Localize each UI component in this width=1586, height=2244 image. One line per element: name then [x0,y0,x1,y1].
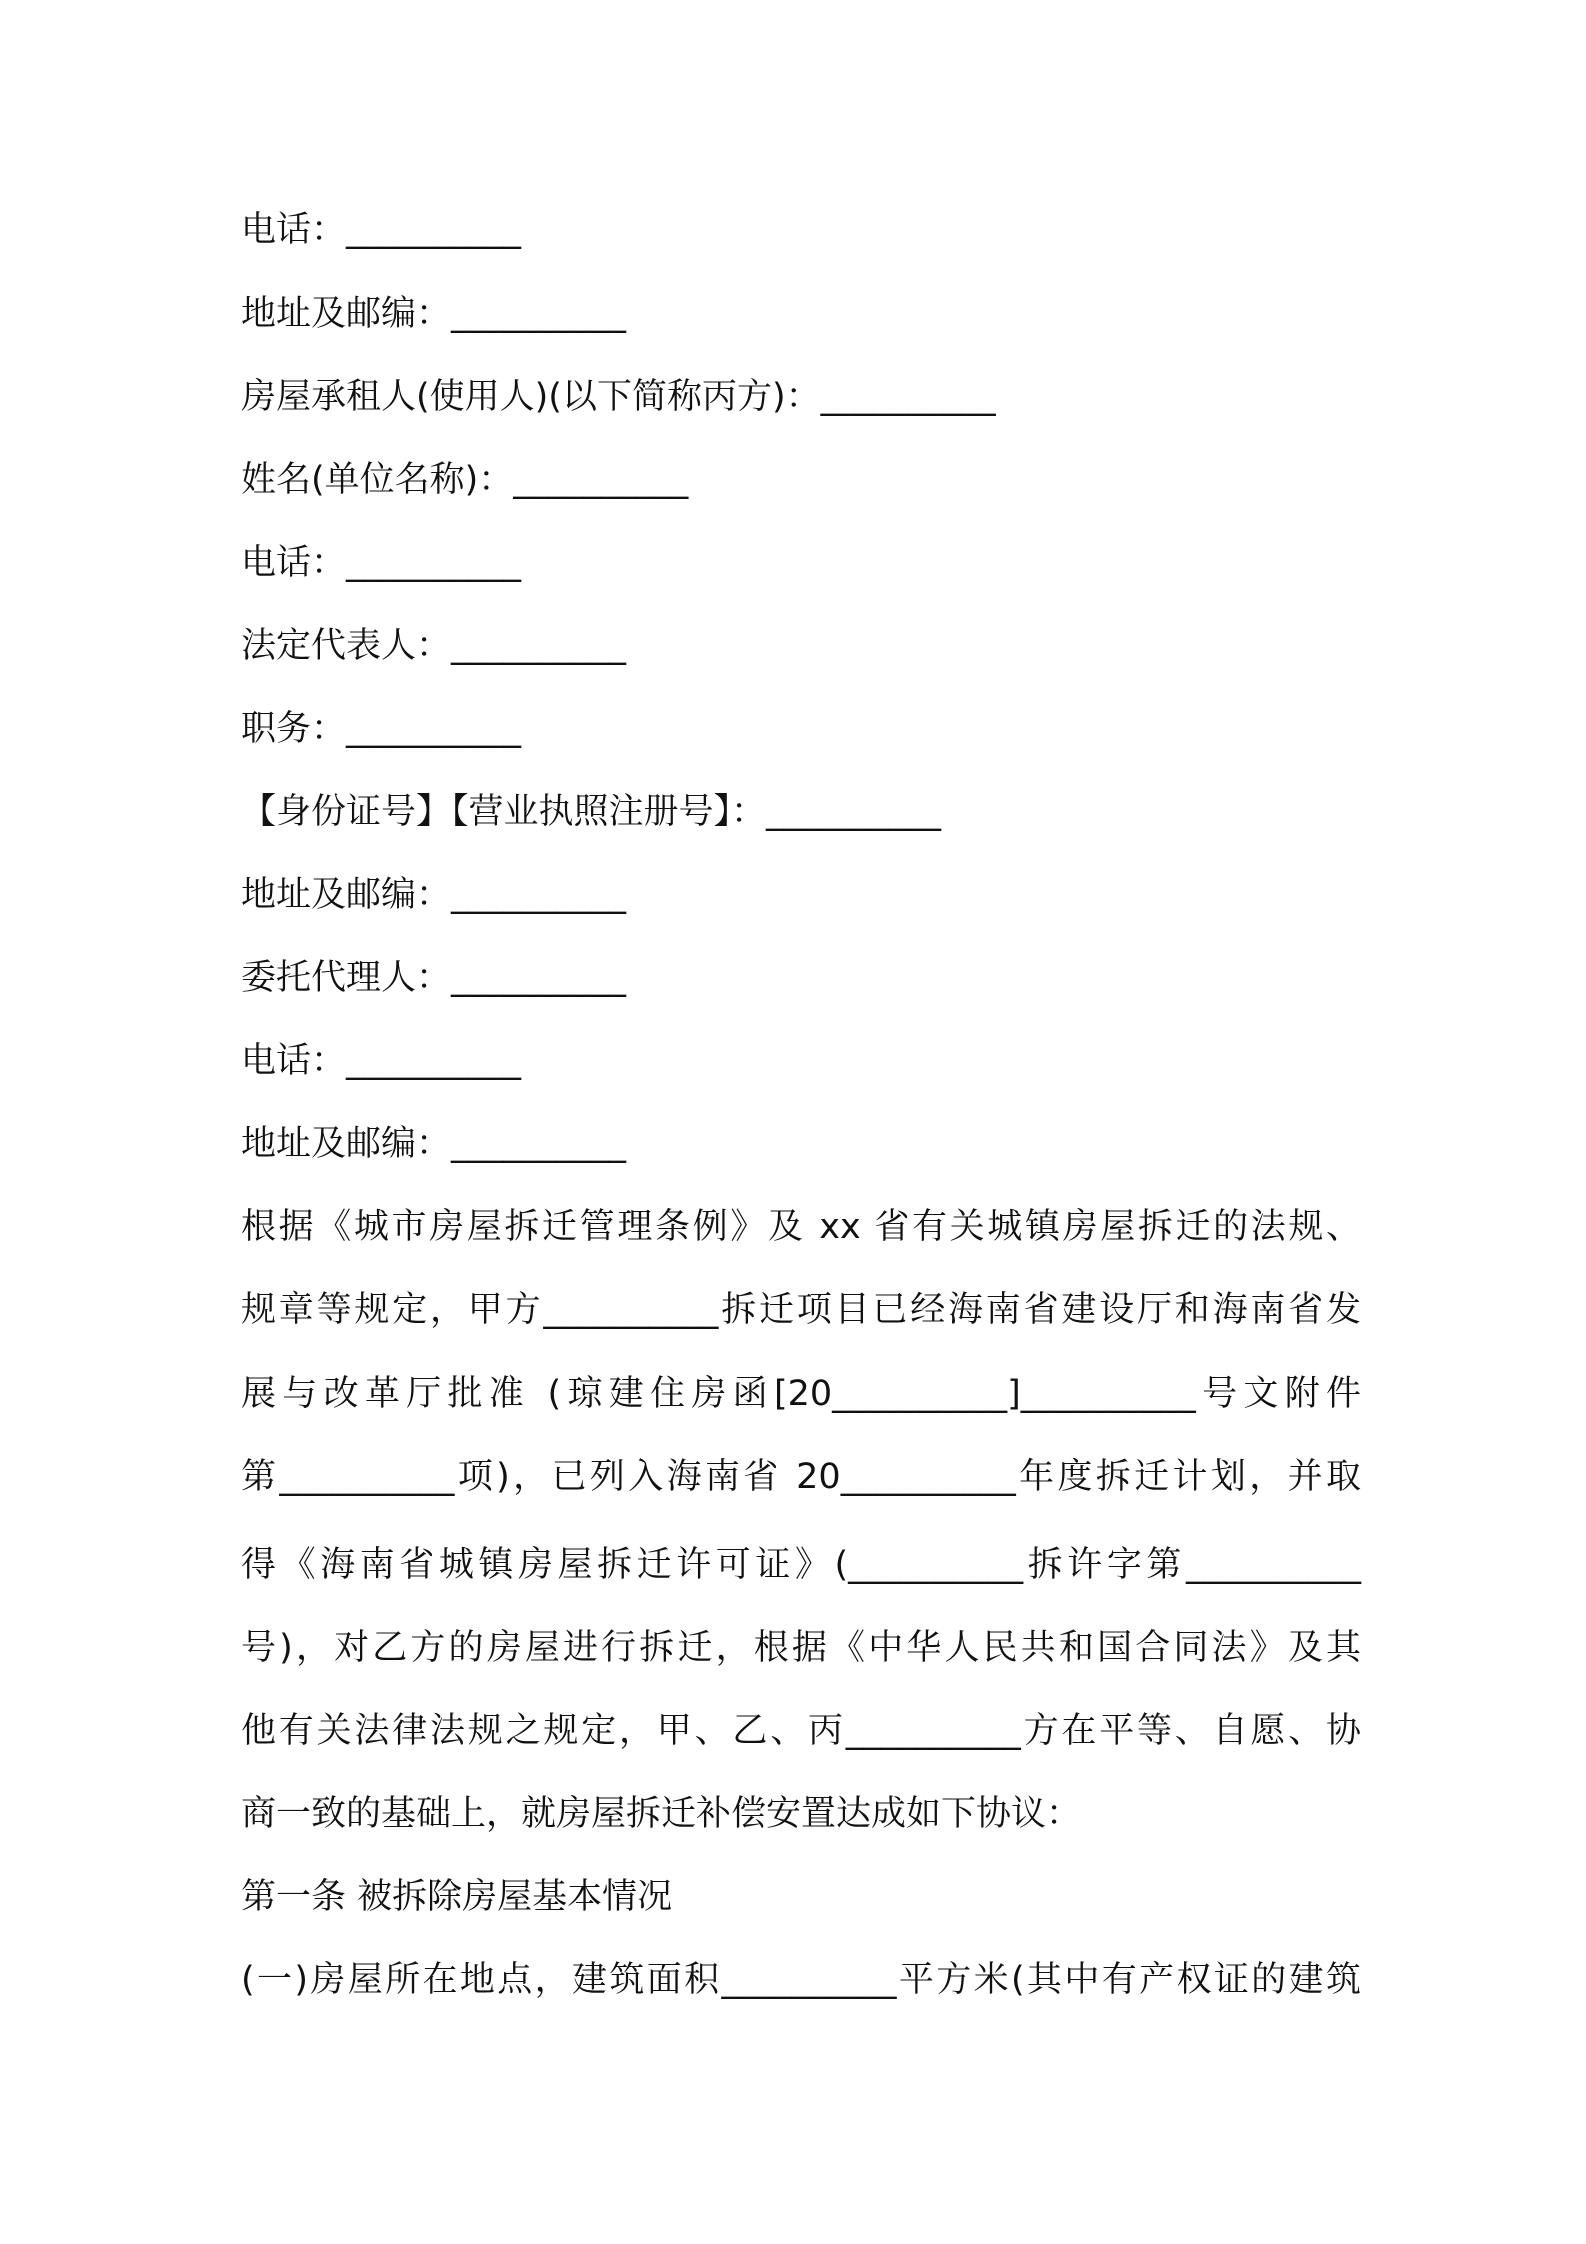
paragraph-line-4: 第__________项)，已列入海南省 20__________年度拆迁计划，并取 [241,1457,1361,1497]
paragraph-line-1: 根据《城市房屋拆迁管理条例》及 xx 省有关城镇房屋拆迁的法规、 [241,1207,1361,1247]
address-postcode-line-1: 地址及邮编：__________ [241,294,627,334]
paragraph-line-5: 得《海南省城镇房屋拆迁许可证》(__________拆许字第__________ [241,1545,1361,1585]
article-one-heading: 第一条 被拆除房屋基本情况 [241,1877,673,1917]
agent-line: 委托代理人：__________ [241,958,627,998]
paragraph-line-6: 号)，对乙方的房屋进行拆迁，根据《中华人民共和国合同法》及其 [241,1628,1361,1668]
name-unit-line: 姓名(单位名称)：__________ [241,460,689,500]
phone-line-3: 电话：__________ [241,1041,522,1081]
position-line: 职务：__________ [241,709,522,749]
legal-representative-line: 法定代表人：__________ [241,626,627,666]
paragraph-line-8: 商一致的基础上，就房屋拆迁补偿安置达成如下协议： [241,1794,1082,1834]
tenant-line: 房屋承租人(使用人)(以下简称丙方)：__________ [241,377,996,417]
paragraph-line-2: 规章等规定，甲方__________拆迁项目已经海南省建设厅和海南省发 [241,1290,1361,1330]
paragraph-line-7: 他有关法律法规之规定，甲、乙、丙__________方在平等、自愿、协 [241,1711,1361,1751]
address-postcode-line-2: 地址及邮编：__________ [241,875,627,915]
paragraph-line-3: 展与改革厅批准 (琼建住房函[20__________]__________号文附件 [241,1374,1361,1414]
id-license-number-line: 【身份证号】【营业执照注册号】：__________ [241,792,942,832]
phone-line-2: 电话：__________ [241,543,522,583]
article-one-item-one: (一)房屋所在地点，建筑面积__________平方米(其中有产权证的建筑 [241,1960,1361,2000]
address-postcode-line-3: 地址及邮编：__________ [241,1124,627,1164]
phone-line-1: 电话：__________ [241,210,522,250]
